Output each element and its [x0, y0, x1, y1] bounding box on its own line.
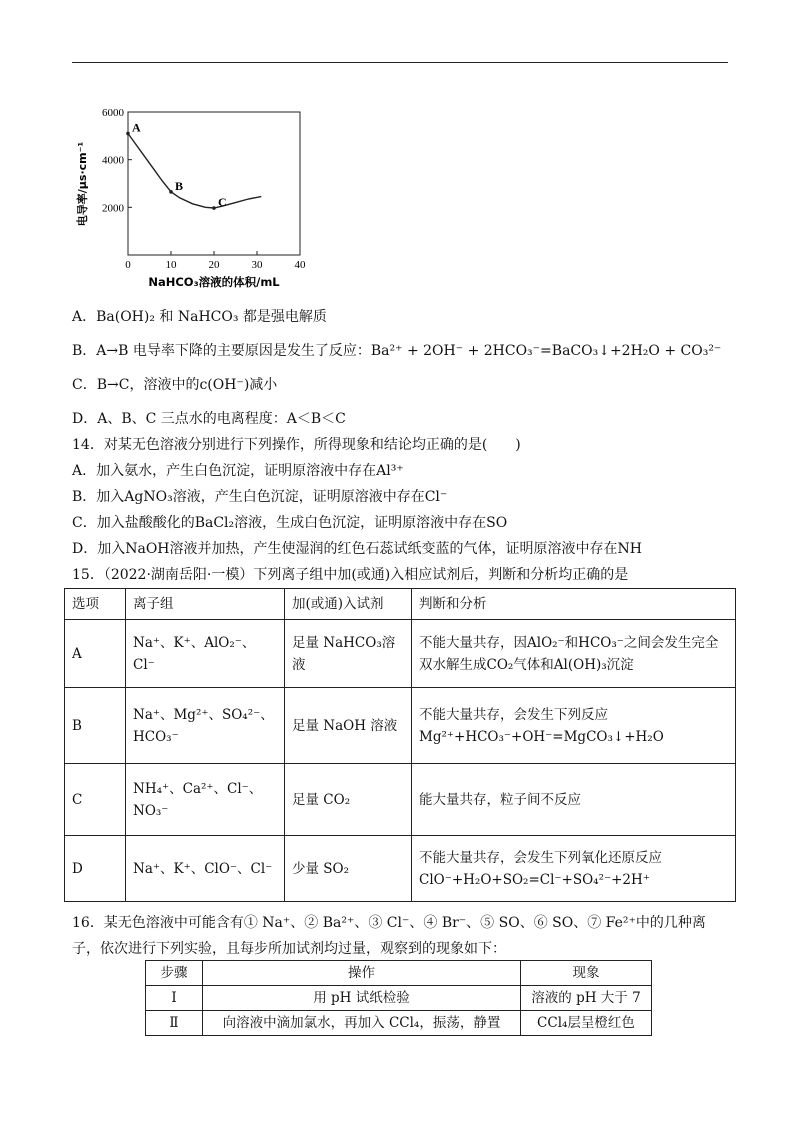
- point-a: [126, 132, 130, 136]
- q14-option-b: B．加入AgNO₃溶液，产生白色沉淀，证明原溶液中存在Cl⁻: [72, 489, 448, 505]
- header-analysis: 判断和分析: [412, 589, 736, 620]
- x-tick-label: 20: [208, 259, 220, 271]
- y-axis-label: 电导率/μs·cm⁻¹: [76, 141, 89, 227]
- table-row: [65, 688, 736, 764]
- row-option: A: [65, 620, 126, 688]
- header-result: 现象: [521, 961, 652, 986]
- row-analysis-cell: [412, 688, 736, 764]
- q13-option-a: A．Ba(OH)₂ 和 NaHCO₃ 都是强电解质: [72, 309, 327, 325]
- q16-stem: 16．某无色溶液中可能含有① Na⁺、② Ba²⁺、③ Cl⁻、④ Br⁻、⑤ SO、⑥ SO、⑦ Fe²⁺中的几种离子，依次进行下列实验，且每步所加试剂均过量，观察到的现象如下：: [72, 915, 706, 957]
- table-row: [65, 620, 736, 688]
- row-operation: 用 pH 试纸检验: [203, 986, 521, 1011]
- q13-option-b: B．A→B 电导率下降的主要原因是发生了反应：Ba²⁺ + 2OH⁻ + 2HCO₃⁻=BaCO₃↓+2H₂O + CO₃²⁻: [72, 343, 722, 359]
- row-option: C: [65, 764, 126, 836]
- point-label: C: [218, 195, 227, 210]
- y-tick-label: 4000: [102, 154, 124, 167]
- x-tick-label: 10: [165, 259, 177, 271]
- table-row: [146, 1011, 652, 1036]
- row-operation: 向溶液中滴加氯水，再加入 CCl₄，振荡，静置: [203, 1011, 521, 1036]
- x-axis-label: NaHCO₃溶液的体积/mL: [148, 275, 280, 289]
- row-option: B: [65, 688, 126, 764]
- q13-option-c: C．B→C，溶液中的c(OH⁻)减小: [72, 377, 278, 393]
- row-option: D: [65, 836, 126, 902]
- q14-option-a: A．加入氨水，产生白色沉淀，证明原溶液中存在Al³⁺: [72, 463, 404, 479]
- row-analysis-cell: [412, 836, 736, 902]
- header-ions: 离子组: [126, 589, 285, 620]
- y-tick-label: 6000: [102, 107, 124, 119]
- point-label: A: [132, 120, 141, 135]
- point-label: B: [175, 178, 184, 193]
- row-equation: ClO⁻+H₂O+SO₂=Cl⁻+SO₄²⁻+2H⁺: [419, 871, 650, 888]
- series-line: [128, 134, 261, 209]
- point-c: [212, 206, 216, 210]
- header-operation: 操作: [203, 961, 521, 986]
- q14-option-c: C．加入盐酸酸化的BaCl₂溶液，生成白色沉淀，证明原溶液中存在SO: [72, 515, 508, 531]
- point-b: [169, 190, 173, 194]
- q14-stem: 14．对某无色溶液分别进行下列操作，所得现象和结论均正确的是( ): [72, 437, 521, 453]
- x-tick-label: 0: [125, 259, 131, 271]
- row-step: Ⅰ: [146, 986, 203, 1011]
- row-analysis: 不能大量共存，因AlO₂⁻和HCO₃⁻之间会发生完全双水解生成CO₂气体和Al(OH)₃沉淀: [412, 620, 736, 688]
- x-tick-label: 40: [294, 259, 306, 271]
- header-option: 选项: [65, 589, 126, 620]
- table-row: [65, 764, 736, 836]
- q15-table: [64, 588, 736, 902]
- table-header-row: [65, 589, 736, 620]
- row-reagent: 少量 SO₂: [285, 836, 412, 902]
- row-reagent: 足量 CO₂: [285, 764, 412, 836]
- row-analysis: 不能大量共存，会发生下列反应: [419, 706, 608, 723]
- table-row: [65, 836, 736, 902]
- q16-table: [145, 960, 652, 1036]
- conductivity-chart: [72, 100, 312, 300]
- q15-stem: 15．（2022·湖南岳阳·一模）下列离子组中加(或通)入相应试剂后，判断和分析均正确的是: [72, 567, 629, 583]
- row-result: CCl₄层呈橙红色: [521, 1011, 652, 1036]
- header-reagent: 加(或通)入试剂: [285, 589, 412, 620]
- q14-option-d: D．加入NaOH溶液并加热，产生使湿润的红色石蕊试纸变蓝的气体，证明原溶液中存在NH: [72, 541, 642, 557]
- top-rule: [72, 62, 728, 63]
- row-ions: Na⁺、K⁺、ClO⁻、Cl⁻: [126, 836, 285, 902]
- row-analysis: 不能大量共存，会发生下列氧化还原反应: [419, 849, 662, 866]
- header-step: 步骤: [146, 961, 203, 986]
- row-ions: Na⁺、Mg²⁺、SO₄²⁻、HCO₃⁻: [126, 688, 285, 764]
- plot-frame: [128, 112, 300, 255]
- row-analysis: 能大量共存，粒子间不反应: [412, 764, 736, 836]
- chart-svg: [72, 100, 312, 300]
- row-equation: Mg²⁺+HCO₃⁻+OH⁻=MgCO₃↓+H₂O: [419, 728, 664, 745]
- y-tick-label: 2000: [102, 202, 124, 215]
- x-tick-label: 30: [251, 259, 263, 271]
- row-ions: NH₄⁺、Ca²⁺、Cl⁻、NO₃⁻: [126, 764, 285, 836]
- row-reagent: 足量 NaOH 溶液: [285, 688, 412, 764]
- table-header-row: [146, 961, 652, 986]
- row-reagent: 足量 NaHCO₃溶液: [285, 620, 412, 688]
- row-ions: Na⁺、K⁺、AlO₂⁻、Cl⁻: [126, 620, 285, 688]
- row-step: Ⅱ: [146, 1011, 203, 1036]
- row-result: 溶液的 pH 大于 7: [521, 986, 652, 1011]
- table-row: [146, 986, 652, 1011]
- q13-option-d: D．A、B、C 三点水的电离程度：A＜B＜C: [72, 411, 346, 427]
